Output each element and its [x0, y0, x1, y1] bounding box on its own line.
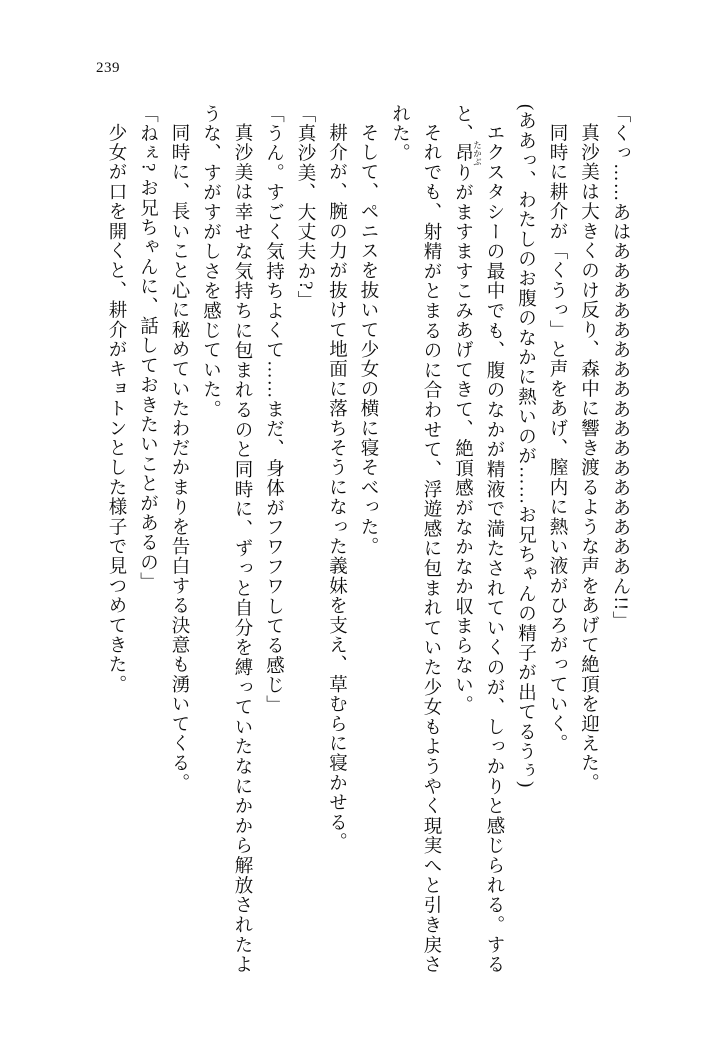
page-text-body	[75, 104, 635, 974]
paragraph: 同時に耕介が「くうっ」と声をあげ、膣内に熱い液がひろがっていく。	[547, 122, 567, 753]
paragraph: 真沙美は幸せな気持ちに包まれるのと同時に、ずっと自分を縛っていたなにかから解放されたような、すがすがしさを感じていた。	[200, 104, 252, 974]
paragraph: それでも、射精がとまるのに合わせて、浮遊感に包まれていた少女もようやく現実へと引き戻された。	[389, 104, 441, 974]
paragraph: 同時に、長いこと心に秘めていたわだかまりを告白する決意も湧いてくる。	[169, 122, 189, 793]
paragraph: そして、ペニスを抜いて少女の横に寝そべった。	[358, 122, 378, 556]
page-number: 239	[96, 60, 120, 76]
paragraph: 少女が口を開くと、耕介がキョトンとした様子で見つめてきた。	[106, 122, 126, 694]
paragraph: 「くっ……あはあああああああああああああああああん!!」	[610, 104, 630, 631]
paragraph: 耕介が、腕の力が抜けて地面に落ちそうになった義妹を支え、草むらに寝かせる。	[326, 122, 347, 852]
ruby-annotation: 昂 たかぶ	[452, 140, 483, 167]
paragraph: (ああっ、わたしのお腹のなかに熱いのが……お兄ちゃんの精子が出てるうぅ)	[515, 104, 536, 789]
paragraph: 「真沙美、大丈夫か?」	[295, 104, 315, 311]
paragraph: 「うん。すごく気持ちよくて……まだ、身体がフワフワしてる感じ」	[263, 104, 284, 715]
paragraph: エクスタシーの最中でも、腹のなかが精液で満たされていくのが、しっかりと感じられる。すると、昂 たかぶりがますますこみあげてきて、絶頂感がなかなか収まらない。	[452, 104, 504, 974]
paragraph: 「ねぇ? お兄ちゃんに、話しておきたいことがあるの」	[137, 104, 158, 593]
paragraph: 真沙美は大きくのけ反り、森中に響き渡るような声をあげて絶頂を迎えた。	[578, 122, 599, 793]
